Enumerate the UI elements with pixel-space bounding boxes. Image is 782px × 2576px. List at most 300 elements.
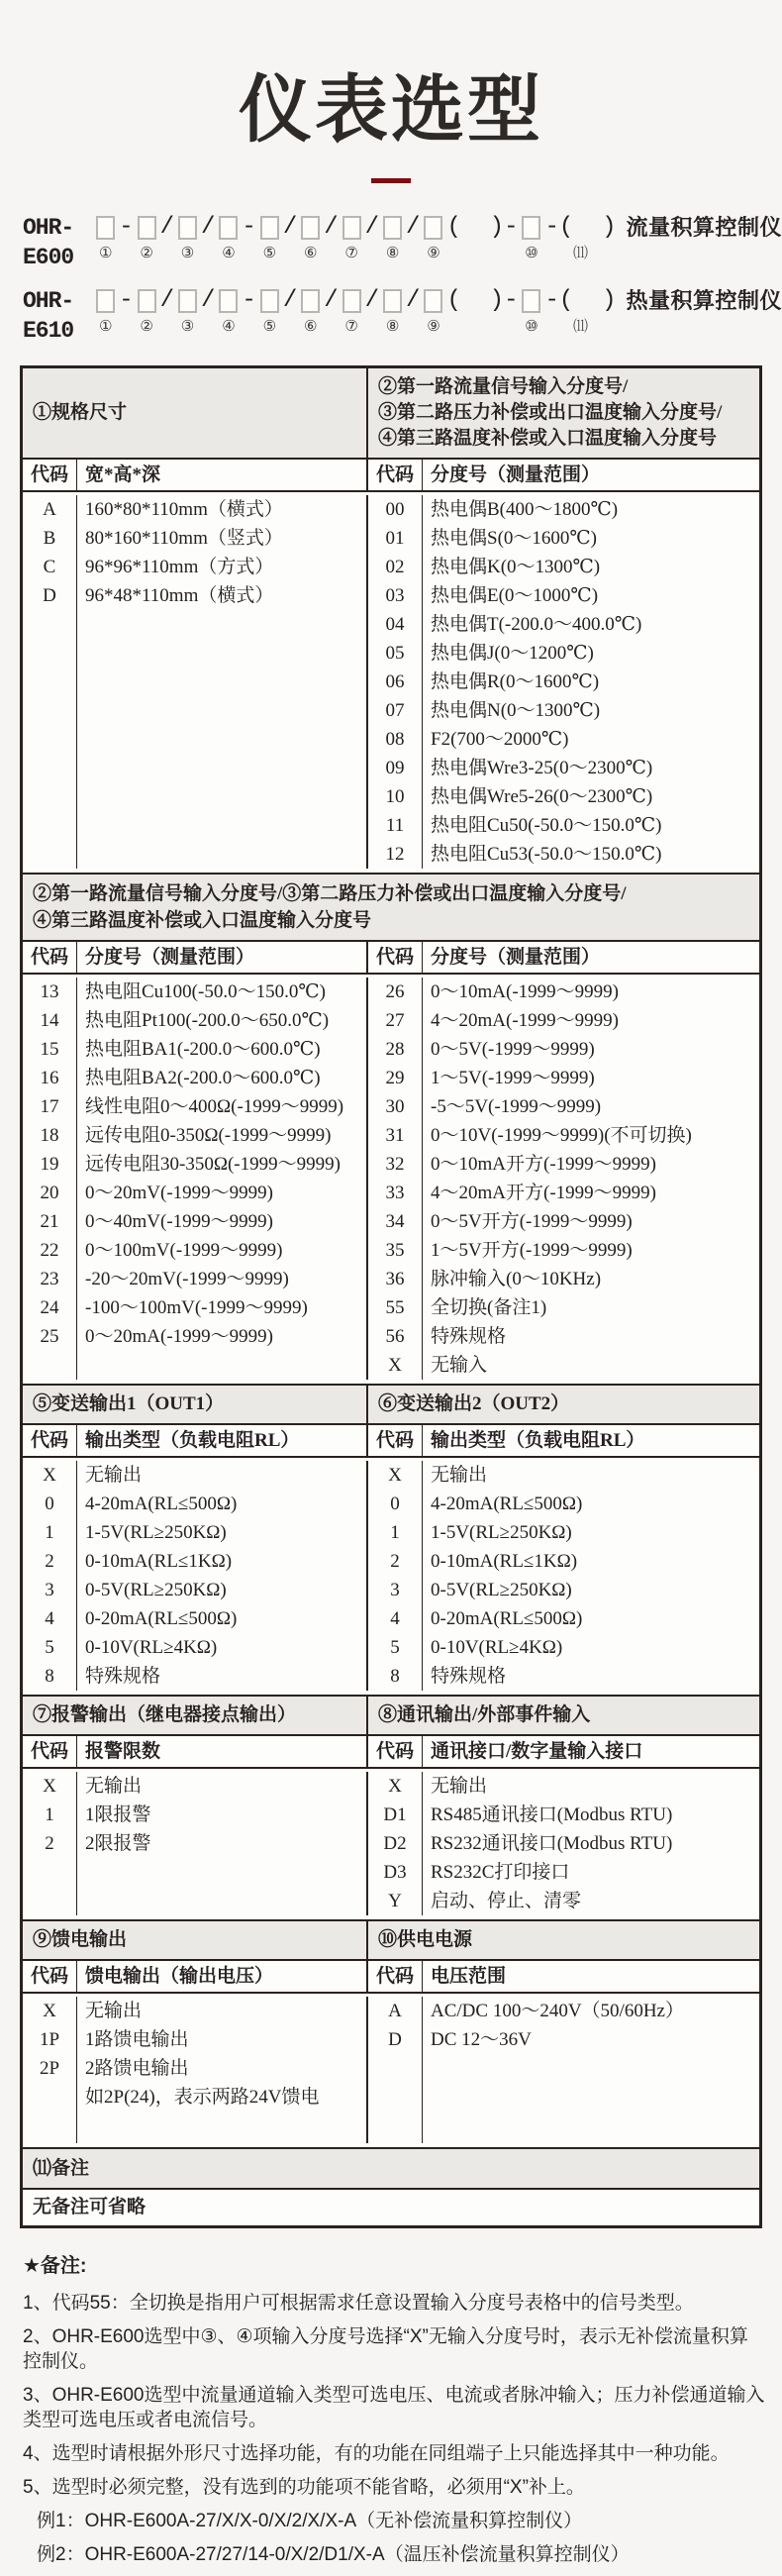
model-separator: [446, 213, 518, 262]
empty-box-icon: [96, 289, 115, 313]
row-code: 2P: [39, 2058, 60, 2079]
table-row: [368, 639, 759, 668]
code-column-header: 代码: [30, 464, 68, 485]
row-value: -5～5V(-1999～9999): [431, 1096, 602, 1117]
data-rows: [23, 492, 759, 873]
model-separator: [242, 286, 255, 336]
table-row: [23, 2083, 366, 2112]
column-header-left: [23, 460, 366, 490]
row-value: 4～20mA开方(-1999～9999): [431, 1183, 656, 1203]
model-position-label: ⑦: [344, 244, 358, 261]
row-code: D3: [383, 1862, 407, 1883]
rows-left: [23, 978, 366, 1380]
banner-line: ⑾备注: [33, 2158, 90, 2179]
row-value: 热电阻Cu53(-50.0～150.0℃): [431, 844, 662, 865]
row-value: 热电偶N(0～1300℃): [431, 700, 601, 721]
table-row: [368, 1351, 759, 1380]
row-code: 23: [40, 1269, 59, 1289]
model-separator: [201, 213, 215, 262]
row-code: [23, 2083, 76, 2112]
row-code: 12: [385, 844, 405, 865]
remark-row: 无备注可省略: [23, 2190, 759, 2225]
value-column-header: 输出类型（负载电阻RL）: [85, 1430, 300, 1451]
column-header: [368, 460, 759, 490]
row-value: 启动、停止、清零: [431, 1891, 582, 1911]
section-header: [23, 1384, 759, 1425]
table-row: [368, 553, 759, 581]
separator-glyph: -: [119, 287, 134, 314]
model-separator: [119, 286, 133, 336]
row-value: 无输出: [85, 1465, 143, 1486]
model-digit-box: [301, 286, 320, 336]
digit-box-icon: [424, 286, 442, 316]
column-header-row: [23, 1736, 759, 1769]
model-digit-box: [219, 286, 238, 336]
column-header-right: [366, 460, 759, 490]
digit-box-icon: [178, 213, 197, 243]
row-value: 远传电阻30-350Ω(-1999～9999): [85, 1154, 341, 1175]
table-row: [368, 1035, 759, 1064]
row-code: 4: [390, 1608, 400, 1629]
row-value: -100～100mV(-1999～9999): [85, 1297, 308, 1318]
row-code: 3: [390, 1580, 400, 1600]
model-position-label: ⑩: [525, 244, 538, 261]
model-digit-box: [96, 286, 115, 336]
separator-glyph: /: [282, 287, 298, 314]
row-value: 0-5V(RL≥250KΩ): [85, 1580, 227, 1600]
row-value: 热电偶J(0～1200℃): [431, 643, 594, 664]
separator-glyph: ( )-: [446, 214, 519, 241]
row-value: 无输入: [431, 1355, 488, 1376]
model-separator: [544, 213, 616, 262]
row-code: 36: [385, 1269, 405, 1289]
row-value: 1路馈电输出: [85, 2029, 189, 2050]
digit-box-icon: [219, 286, 238, 316]
row-value: 0～10mA(-1999～9999): [431, 981, 619, 1002]
row-value: 0-10mA(RL≤1KΩ): [85, 1551, 233, 1572]
separator-glyph: -: [242, 287, 256, 314]
row-code: 18: [40, 1125, 59, 1146]
rows-right: [366, 1997, 759, 2143]
table-row: [23, 1207, 366, 1236]
row-code: B: [43, 528, 56, 549]
row-value: 全切换(备注1): [431, 1297, 547, 1318]
value-column-header: 分度号（测量范围）: [431, 947, 601, 968]
model-digit-box: [260, 286, 279, 336]
separator-glyph: /: [159, 287, 175, 314]
value-column-header: 输出类型（负载电阻RL）: [431, 1430, 645, 1451]
row-value: AC/DC 100～240V（50/60Hz）: [431, 2001, 684, 2021]
row-value: 特殊规格: [431, 1666, 507, 1687]
model-digit-box: [260, 213, 279, 262]
table-row: [23, 1322, 366, 1351]
table-row: [368, 1997, 759, 2025]
model-separator: [201, 286, 215, 336]
empty-box-icon: [383, 216, 402, 240]
column-header-left: [23, 1736, 366, 1767]
separator-glyph: ( )-: [446, 287, 519, 314]
table-row: [23, 1236, 366, 1265]
model-pattern: [94, 286, 618, 336]
separator-glyph: /: [201, 287, 216, 314]
row-code: Y: [388, 1891, 402, 1911]
code-column-header: 代码: [375, 1430, 414, 1451]
separator-glyph: /: [159, 214, 175, 241]
row-value: 热电阻BA2(-200.0～600.0℃): [85, 1068, 321, 1088]
model-type-label: 热量积算控制仪: [626, 288, 782, 313]
column-header: [23, 1736, 366, 1767]
empty-box-icon: [301, 289, 320, 313]
row-code: D: [388, 2029, 402, 2050]
rows-right: [366, 1772, 759, 1915]
rows-left: [23, 1772, 366, 1915]
row-value: 0～20mA(-1999～9999): [85, 1326, 273, 1347]
code-column-header: 代码: [375, 1966, 414, 1987]
row-code: D: [43, 585, 56, 606]
row-code: 00: [385, 499, 405, 520]
table-row: [368, 1461, 759, 1490]
table-row: [23, 1518, 366, 1547]
digit-box-icon: [96, 213, 115, 243]
table-row: [23, 1265, 366, 1293]
table-row: [23, 1576, 366, 1604]
separator-glyph: /: [364, 214, 380, 241]
table-row: [368, 782, 759, 811]
column-header-row: [23, 460, 759, 492]
empty-box-icon: [260, 216, 279, 240]
row-value: 0-5V(RL≥250KΩ): [431, 1580, 572, 1600]
table-row: [368, 2025, 759, 2054]
column-header-left: [23, 1425, 366, 1456]
code-column-header: 代码: [30, 1430, 68, 1451]
row-code: 24: [40, 1297, 59, 1318]
model-position-label: ①: [98, 317, 113, 335]
separator-glyph: /: [406, 214, 421, 241]
column-header: [23, 460, 366, 490]
row-value: 4～20mA(-1999～9999): [431, 1010, 619, 1031]
model-separator: [406, 213, 420, 262]
code-column-header: 代码: [30, 947, 68, 968]
empty-box-icon: [424, 289, 442, 313]
data-rows: [23, 1994, 759, 2147]
row-value: 4-20mA(RL≤500Ω): [431, 1494, 583, 1514]
section-header: [23, 1919, 759, 1961]
row-value: RS232通讯接口(Modbus RTU): [431, 1833, 673, 1854]
section-title-line: ⑩供电电源: [378, 1929, 473, 1950]
empty-box-icon: [96, 216, 115, 240]
model-digit-box: [178, 286, 197, 336]
section-title: [23, 368, 366, 458]
digit-box-icon: [342, 286, 361, 316]
row-value: 0～5V开方(-1999～9999): [431, 1211, 633, 1232]
row-value: 热电偶K(0～1300℃): [431, 557, 601, 577]
model-separator: [365, 286, 379, 336]
row-code: X: [43, 2001, 56, 2021]
row-code: 34: [385, 1211, 405, 1232]
model-number: OHR-E600: [23, 215, 74, 270]
column-header-left: [23, 1961, 366, 1992]
model-position-label: ⑧: [385, 244, 400, 261]
note-examples: [23, 2509, 765, 2567]
model-separator: [160, 213, 174, 262]
row-value: 远传电阻0-350Ω(-1999～9999): [85, 1125, 332, 1146]
row-code: 20: [40, 1183, 59, 1203]
code-column-header: 代码: [375, 464, 414, 485]
value-column-header: 报警限数: [85, 1741, 161, 1762]
row-code: 2: [45, 1833, 54, 1854]
row-value: 无输出: [85, 1776, 143, 1797]
row-value: 0-10V(RL≥4KΩ): [431, 1637, 563, 1658]
section-title-line: ①规格尺寸: [33, 402, 128, 423]
row-code: 4: [45, 1608, 54, 1629]
rows-right: [366, 1461, 759, 1691]
row-code: D2: [383, 1833, 407, 1854]
model-position-label: ⑥: [304, 317, 318, 335]
table-row: [23, 1490, 366, 1518]
model-digit-box: [383, 286, 402, 336]
code-column-header: 代码: [30, 1966, 68, 1987]
digit-box-icon: [301, 286, 320, 316]
model-digit-box: [219, 213, 238, 262]
table-row: [368, 1006, 759, 1035]
row-code: 06: [385, 671, 405, 692]
model-digit-box: [424, 286, 442, 336]
row-value: RS232C打印接口: [431, 1862, 570, 1883]
digit-box-icon: [138, 286, 156, 316]
row-code: 2: [45, 1551, 54, 1572]
model-line: [23, 286, 782, 346]
data-rows: [23, 1458, 759, 1695]
row-code: 28: [385, 1039, 405, 1060]
table-row: [23, 1035, 366, 1064]
separator-glyph: /: [364, 287, 380, 314]
row-code: 26: [385, 981, 405, 1002]
table-row: [23, 1604, 366, 1633]
model-position-label: ⑤: [262, 317, 277, 335]
model-position-label: ④: [222, 317, 236, 335]
model-digit-box: [96, 213, 115, 262]
code-column-header: 代码: [375, 947, 414, 968]
note-item: 2、OHR-E600选型中③、④项输入分度号选择“X”无输入分度号时，表示无补偿流量积算控制仪。: [23, 2326, 748, 2372]
column-header-right: [366, 1425, 759, 1456]
row-value: 0-10V(RL≥4KΩ): [85, 1637, 218, 1658]
table-row: [23, 1179, 366, 1207]
section-header: [23, 368, 759, 460]
table-row: [23, 1461, 366, 1490]
row-value: F2(700～2000℃): [431, 729, 569, 750]
row-code: 19: [40, 1154, 59, 1175]
digit-box-icon: [522, 213, 540, 243]
section-title-line: ③第二路压力补偿或出口温度输入分度号/: [378, 402, 723, 423]
row-code: X: [43, 1776, 56, 1797]
notes-section: [23, 2254, 765, 2567]
section-title: [23, 1697, 366, 1734]
table-row: [368, 668, 759, 696]
empty-box-icon: [342, 216, 361, 240]
digit-box-icon: [383, 286, 402, 316]
model-separator: [160, 286, 174, 336]
table-row: [368, 524, 759, 553]
digit-box-icon: [301, 213, 320, 243]
row-value: 0-20mA(RL≤500Ω): [431, 1608, 583, 1629]
row-value: 热电偶E(0～1000℃): [431, 585, 599, 606]
empty-box-icon: [522, 216, 540, 240]
rows-left: [23, 1461, 366, 1691]
row-value: DC 12～36V: [431, 2029, 532, 2050]
note-item: 1、代码55：全切换是指用户可根据需求任意设置输入分度号表格中的信号类型。: [23, 2293, 694, 2314]
row-code: 22: [40, 1240, 59, 1261]
model-separator: [283, 286, 297, 336]
row-value: 1限报警: [85, 1804, 151, 1825]
code-column-header: 代码: [30, 1741, 68, 1762]
digit-box-icon: [96, 286, 115, 316]
row-value: 1～5V(-1999～9999): [431, 1068, 595, 1088]
row-value: 热电偶T(-200.0～400.0℃): [431, 614, 642, 635]
empty-box-icon: [260, 289, 279, 313]
model-separator: [283, 213, 297, 262]
model-position-label: ⑤: [262, 244, 277, 261]
row-value: 线性电阻0～400Ω(-1999～9999): [85, 1096, 344, 1117]
row-value: 热电偶Wre5-26(0～2300℃): [431, 786, 653, 807]
value-column-header: 馈电输出（输出电压）: [85, 1966, 274, 1987]
row-value: 热电阻Cu100(-50.0～150.0℃): [85, 981, 326, 1002]
table-row: [23, 1801, 366, 1829]
row-value: 特殊规格: [431, 1326, 507, 1347]
column-header-row: [23, 1425, 759, 1458]
table-row: [368, 1490, 759, 1518]
value-column-header: 分度号（测量范围）: [431, 464, 601, 485]
section-title: [366, 1921, 759, 1959]
table-row: [23, 1150, 366, 1179]
table-row: [368, 840, 759, 869]
model-digit-box: [383, 213, 402, 262]
separator-glyph: /: [324, 214, 339, 241]
table-row: [23, 1547, 366, 1576]
model-position-label: ⑩: [525, 317, 538, 335]
table-row: [23, 1092, 366, 1121]
table-row: [368, 1576, 759, 1604]
table-row: [368, 1829, 759, 1858]
row-code: 8: [390, 1666, 400, 1687]
section-title: [366, 1697, 759, 1734]
row-value: 0-20mA(RL≤500Ω): [85, 1608, 238, 1629]
row-value: 4-20mA(RL≤500Ω): [85, 1494, 238, 1514]
table-row: [368, 1322, 759, 1351]
empty-box-icon: [138, 289, 156, 313]
empty-box-icon: [178, 289, 197, 313]
column-header: [368, 1425, 759, 1456]
digit-box-icon: [260, 213, 279, 243]
row-code: 1P: [39, 2029, 60, 2050]
model-position-label: ⑥: [304, 244, 318, 261]
row-value: 0～5V(-1999～9999): [431, 1039, 595, 1060]
row-code: 0: [45, 1494, 54, 1514]
row-value: 无输出: [85, 2001, 143, 2021]
model-digit-box: [342, 213, 361, 262]
model-position-label: ①: [98, 244, 113, 261]
model-number: OHR-E610: [23, 288, 74, 344]
column-header-row: [23, 1961, 759, 1994]
digit-box-icon: [424, 213, 442, 243]
row-value: 热电阻Pt100(-200.0～650.0℃): [85, 1010, 330, 1031]
column-header: [23, 1961, 366, 1992]
row-value: 0～100mV(-1999～9999): [85, 1240, 283, 1261]
row-code: 16: [40, 1068, 59, 1088]
table-row: [368, 1801, 759, 1829]
model-code-lines: [23, 213, 782, 346]
row-code: 01: [385, 528, 405, 549]
column-header: [23, 942, 366, 973]
row-value: 160*80*110mm（横式）: [85, 499, 283, 520]
row-code: 56: [385, 1326, 405, 1347]
model-digit-box: [138, 213, 156, 262]
section-title: [366, 368, 759, 458]
row-code: D1: [383, 1804, 407, 1825]
row-code: 1: [45, 1804, 54, 1825]
row-value: -20～20mV(-1999～9999): [85, 1269, 289, 1289]
table-row: [368, 754, 759, 782]
row-code: 30: [385, 1096, 405, 1117]
table-row: [368, 1887, 759, 1915]
digit-box-icon: [219, 213, 238, 243]
row-value: RS485通讯接口(Modbus RTU): [431, 1804, 673, 1825]
table-row: [368, 978, 759, 1006]
row-code: 21: [40, 1211, 59, 1232]
row-code: 31: [385, 1125, 405, 1146]
model-position-label: ⑦: [344, 317, 358, 335]
section-title-line: ⑥变送输出2（OUT2）: [378, 1393, 570, 1414]
row-value: 2路馈电输出: [85, 2058, 189, 2079]
table-row: [23, 581, 366, 610]
notes-title: ★备注:: [23, 2255, 87, 2277]
column-header-right: [366, 942, 759, 973]
row-code: A: [388, 2001, 402, 2021]
model-position-label: ③: [180, 244, 195, 261]
row-code: 05: [385, 643, 405, 664]
row-code: X: [43, 1465, 56, 1486]
rows-left: [23, 1997, 366, 2143]
code-column-header: 代码: [375, 1741, 414, 1762]
table-row: [23, 1772, 366, 1801]
row-code: X: [388, 1776, 402, 1797]
banner-header: [23, 2147, 759, 2190]
row-code: 17: [40, 1096, 59, 1117]
table-row: [23, 1633, 366, 1662]
model-position-label: ②: [140, 244, 153, 261]
row-code: 1: [45, 1522, 54, 1543]
section-title-line: ②第一路流量信号输入分度号/: [378, 376, 629, 397]
row-value: 1-5V(RL≥250KΩ): [85, 1522, 227, 1543]
row-value: 2限报警: [85, 1833, 151, 1854]
table-row: [368, 1207, 759, 1236]
row-code: 10: [385, 786, 405, 807]
row-code: X: [388, 1465, 402, 1486]
row-code: 3: [45, 1580, 54, 1600]
column-header-right: [366, 1961, 759, 1992]
section-title-line: ⑨馈电输出: [33, 1929, 128, 1950]
empty-box-icon: [383, 289, 402, 313]
row-value: 无输出: [431, 1465, 488, 1486]
table-row: [368, 581, 759, 610]
empty-box-icon: [301, 216, 320, 240]
separator-glyph: -: [242, 214, 256, 241]
note-item: 4、选型时请根据外形尺寸选择功能，有的功能在同组端子上只能选择其中一种功能。: [23, 2443, 730, 2464]
row-code: C: [43, 557, 56, 577]
row-value: 无输出: [431, 1776, 488, 1797]
model-position-label: ⑾: [572, 244, 588, 261]
row-code: 35: [385, 1240, 405, 1261]
section-title: [366, 1386, 759, 1423]
